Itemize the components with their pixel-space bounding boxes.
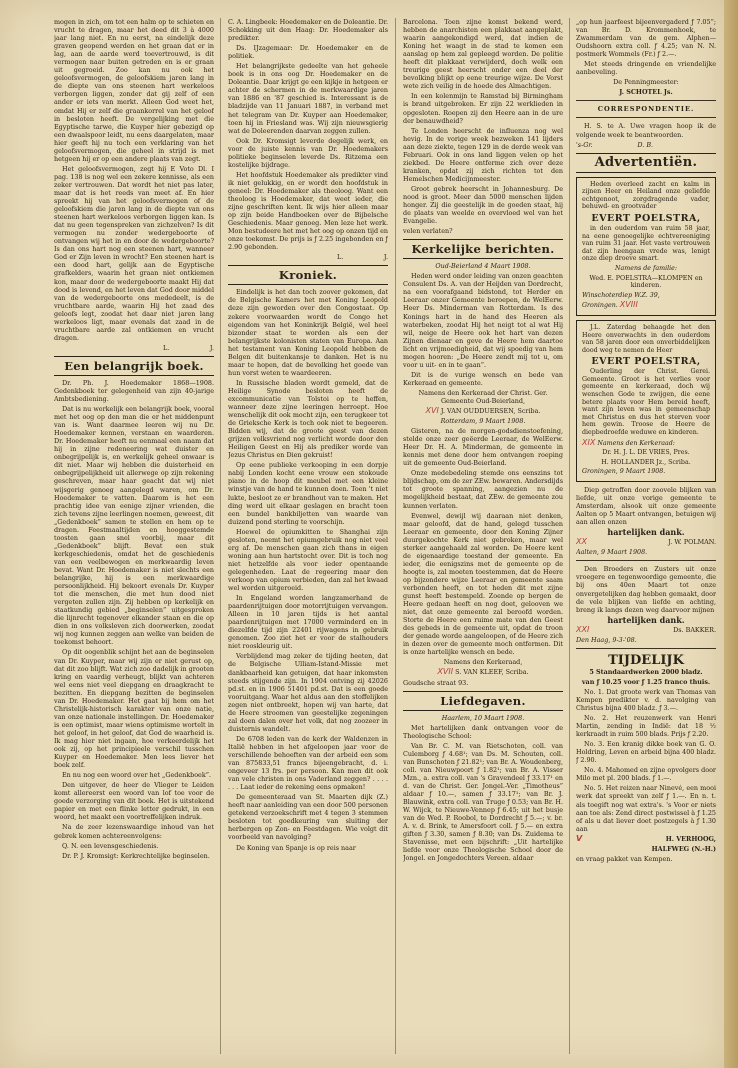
section-heading: CORRESPONDENTIE. — [597, 105, 695, 114]
ad-text: No. 3. Een kranig dikke boek van G. O. Holdring, Leven en arbeid bijna 400 bladz. ƒ 2.90. — [576, 740, 716, 765]
ad-text: HALFWEG (N.-H.) — [651, 844, 716, 853]
divider — [576, 117, 716, 118]
paragraph: Te Londen heerscht de influenza nog wel hevig. In de vorige week bezweken 141 lijders aan deze ziekte, tegen 129 in de derde week van Februari. Ook in ons land liggen velen op het ziekbed. De Heere ontferme zich over deze kranken, opdat zij zich richten tot den Hemelschen Medicijnmeester. — [403, 126, 563, 183]
thanks-sign — [576, 626, 716, 634]
signature — [403, 407, 563, 415]
thanks-place: Den Haag, 9-3-'08. — [576, 635, 637, 644]
column-4 — [576, 18, 716, 1056]
paragraph: Q. N. een levensgeschiedenis. — [62, 841, 159, 850]
thanks-ad: Den Broeders en Zusters uit onze vroegere en tegenwoordige gemeente, die bij ons 40en Maart tot onze onvergetelijken dag hebben gemaakt, door de vele blijken van liefde en achting, breng ik langs dezen weg daarvoor mijnen — [576, 565, 716, 614]
paragraph: Heden werd onder leiding van onzen geachten Consulent Ds. A. van der Heijden van Dordrecht, na een voorafgaand bidstond, tot Herder en Leeraar onzer Gemeente beroepen, de WelEerw. Heer Ds. Minderman van Rotterdam. Is des Konings hart in de hand des Heeren als waterbeken, zoodat Hij het neigt tot al wat Hij wil, neige de Heere ook het hart van dezen Zijnen dienaar en geve de Heere hem daartoe licht en vrijmoedigheid, dat wij spoedig van hem mogen hooren: „De Heere zendt mij tot u, om voor u uit- en in te gaan”. — [403, 272, 563, 369]
section-heading: Advertentiën. — [576, 153, 716, 173]
paragraph: Ds. IJzagemaar: Dr. Hoedemaker en de politiek. — [228, 44, 388, 61]
paragraph: En nu nog een woord over het „Gedenkboek”. — [62, 771, 211, 780]
paragraph: Dat is nu werkelijk een belangrijk boek, vooral met het oog op den man die er het middenpunt van is. Want daarmee leeren wij nu Dr. Hoedemaker kennen, verstaan en waarderen. Dr. Hoedemaker heeft nu eenmaal een naam dat hij in zijne redeneering wat duister en onbegrijpelijk is, en werkelijk geheel onwaar is dit niet. Maar wij hebben die duisterheid en onbegrijpelijkheid uit allerwege op zijn rekening geschreven, maar haar geacht dat wij niet wijsgerig genoeg aangelegd waren, om Dr. Hoedemaker te vatten. Daarom is het een prachtig idee van eenige zijner vrienden, die zich tevens zijne leerlingen noemen, geweest, dit „Gedenkboek” samen te stellen en hem op te dragen. Feestmaaltijden en hooggestemde toosten gaan snel voorbij, maar dit „Gedenkboek” blijft. Bevat een stuk kerkgeschiedenis, omdat het de geschiedenis van een veelbewogen en merkwaardig leven bevat. Want Dr. Hoedemaker is niet slechts een belangrijke, hij is een merkwaardige persoonlijkheid. Hij bekoort evenals Dr. Kuyper tot die menschen, die met hun dood niet vergeten zullen zijn. Zij hebben op kerkelijk en staatkundig gebied „beginselen” uitgesproken die lijnrecht tegenover elkander staan en die op dien in ons volksleven zich doorwerken, zoodat wij nog kunnen zeggen aan welke van beiden de toekomst behoort. — [54, 405, 214, 647]
dateline: Rotterdam, 9 Maart 1908. — [440, 417, 526, 426]
paragraph: mogen in zich, om tot een halm op te schieten en vrucht te dragen, maar het deed dit 3 à 4000 jaar lang niet. En nu eerst, na eindelijk deze graven geopend werden en het graan dat er in lag, aan de aarde werd toevertrouwd, is dit vermogen naar buiten getreden en is er graan uit gegroeid. Zoo kan nu ook het geloofsvermogen, de geloofskiem jaren lang in de diepte van ons steenen hart werkeloos verborgen liggen, zonder dat gij zelf of een ander er iets van merkt. Alleen God weet het, omdat Hij er zelf die graankorrel van het geloof in besloten heeft. De vergelijking met die Egyptische tarwe, die Kuyper hier gebezigd op een dwaalspoor leidt, nu eens daargelaten, maar hier geeft hij nu toch een verklaring van het geloofsvermogen, die geheel in strijd is met hetgeen hij er op een andere plaats van zegt. — [54, 18, 214, 163]
paragraph: In een kolenmijn te Ramstad bij Birmingham is brand uitgebroken. Er zijn 22 werklieden in opgesloten. Roepen zij den Heere aan in de ure der benauwdheid? — [403, 92, 563, 125]
divider — [576, 560, 716, 561]
ad-text: in den ouderdom van ruim 58 jaar, na eene genoegelijke echtvereeniging van ruim 31 jaar. Het vaste vertrouwen dat zijn heengaan vrede was, lenigt onze diep droeve smart. — [582, 224, 710, 263]
signature: L. J. — [337, 253, 388, 262]
column-2 — [228, 18, 388, 1056]
signature: J. SCHOTEL Js. — [619, 88, 673, 97]
ad-text — [582, 301, 710, 310]
thanks-heading: hartelijken dank. — [607, 614, 685, 625]
paragraph: Met hartelijken dank ontvangen voor de Theologische School: — [403, 723, 563, 740]
paragraph: Dit is de vurige wensch en bede van Kerkeraad en gemeente. — [403, 370, 563, 387]
handwritten-annotation: XVI — [425, 406, 439, 416]
paragraph: Met steeds dringende en vriendelijke aanbeveling. — [576, 60, 716, 77]
ad-text: Heden overleed zacht en kalm in zijnen Heer en Heiland onze geliefde echtgenoot, zorgdragende vader, behuwd- en grootvader — [582, 180, 710, 211]
paragraph: Dr. P. J. Kromsigt: Kerkrechtelijke beginselen. — [62, 851, 210, 860]
paragraph: H. S. te A. Uwe vragen hoop ik de volgende week te beantwoorden. — [576, 122, 716, 139]
ad-subtitle: 5 Standaardwerken 2000 bladz. — [589, 667, 703, 676]
paragraph: Hoewel de opiumkitten te Shanghai zijn gesloten, neemt het opiumgebruik nog niet veel erg af. De menschen gaan zich thans in eigen woning aan hun hartstocht over. Dit is toch nog niet hetzelfde als voor ieder opentaande gelegenheden. Laat de regeering maar den verkoop van opium verbieden, dan zal het kwaad wel worden uitgeroeid. — [228, 527, 388, 593]
page-edge — [724, 0, 738, 1068]
ad-title: TIJDELIJK — [608, 652, 684, 668]
ad-text: No. 1. Dat groote werk van Thomas van Kempen predikter v. d. navolging van Christus bijna 400 bladz. ƒ 3.—. — [576, 687, 716, 712]
ad-subtitle: van ƒ 10.25 voor ƒ 1.25 franco thuis. — [581, 677, 711, 686]
ad-place: Groningen. — [582, 302, 618, 310]
handwritten-annotation: XVII — [437, 667, 454, 677]
ad-text: Dr. H. J. L. DE VRIES, Pres. — [602, 449, 690, 457]
ad-text: Ouderling der Christ. Gerei. Gemeente. Groot is het verlies voor gemeente en kerkeraad, doch wij wenschen Gode te zwijgen, die eene betere plaats voor Hem bereid heeft, want zijn leven was in gemeenschap met Christus en dus het sterven voor hem gewin. Troose de Heere de diepbedroefde weduwe en kinderen. — [582, 368, 710, 437]
section-heading: Kerkelijke berichten. — [403, 239, 563, 259]
ad-text: No. 4. Mahomed en zijne opvolgers door Milo met pl. 200 blads. ƒ 1.—. — [576, 766, 716, 783]
paragraph: Den uitgever, de heer de Vlieger te Leiden komt allereerst een woord van lof toe voor de goede verzorging van dit boek. Het is uitstekend papier en met een flinke letter gedrukt, in een woord, het maakt een voortreffelijken indruk. — [54, 781, 214, 822]
paragraph: Op dit oogenblik schijnt het aan de beginselen van Dr. Kuyper, maar wij zijn er niet gerust op, dat dit zoo blijft. Wat zich zoo dadelijk in grooten kring en vaardig verheugt, blijkt van achteren wel eens niet veel diepgang en draagkracht te bezitten. En diepgang bezitten de beginselen van Dr. Hoedemaker. Het gaat bij hem om het Christelijk-historisch karakter van onze natie, van onze nationale instellingen. Dr. Hoedemaker is een optimist, maar wiens optimisme wortelt in het geloof, in het geloof, dat God de waarheid is. Ik mag hier niet ingaan, hoe verkeerdelijk het ook zij, op het principieele verschil tusschen Kuyper en Hoedemaker. Men lees liever het boek zelf. — [54, 648, 214, 770]
divider — [576, 648, 716, 649]
ad-text: No. 5. Het reizen naar Ninevé, een mooi werk dat spreekt van zelf ƒ 1.—. En n. t. als toegift nog wat extra's. 's Voor er niets aan toe als: Zend direct postwissel à ƒ 1.25 of als u dat liever doet postzegels à ƒ 1.30 aan — [576, 784, 716, 833]
signature: L. J. — [163, 343, 214, 352]
paragraph: In Engeland worden langzamerhand de paardenrijtuigen door motorrijtuigen vervangen. Alleen in 10 jaren tijds is het aantal paardenrijtuigen met 17000 verminderd en in diezelfde tijd zijn 22401 rijwagens in gebruik genomen. Zoo ziet het er voor de stalhouders niet rooskleurig uit. — [228, 594, 388, 651]
ad-text — [576, 835, 716, 843]
ad-text: H. HOLLANDER Jz., Scriba. — [601, 458, 691, 466]
paragraph: „op hun jaarfeest bijeenvergaderd ƒ 7.05”; van Br. D. Krommenhoek, te Zwammerdam van de gem. Alphen—Oudshoorn extra coll. ƒ 4.25; van N. N. postmerk Wommels (Fr.) ƒ 2.—. — [576, 18, 716, 59]
thanks-place: Aalten, 9 Maart 1908. — [576, 548, 648, 557]
paragraph: Eindelijk is het dan toch zoover gekomen, dat de Belgische Kamers het met Koning Leopold deze zijn geworden over den Congostaat. Op zekere voorwaarden wordt de Congo het eigendom van het Koninkrijk België, wel heel bizonder staat te worden als een der belangrijkste kolonisten staten van Europa. Aan het testament van Koning Leopold hebben de Belgen dit buitenkansje te danken. Het is nu maar te hopen, dat de bevolking het goede van hun vorst weten te waardeeren. — [228, 288, 388, 377]
section-heading: Liefdegaven. — [403, 691, 563, 711]
handwritten-annotation: V — [576, 833, 583, 843]
paragraph: Namens den Kerkeraad, — [443, 658, 523, 667]
paragraph: De Penningmeester: — [613, 78, 679, 87]
paragraph: Na de zeer lezenswaardige inhoud van het gebrek komen achtereenvolgens: — [54, 823, 214, 840]
column-rule — [569, 18, 570, 1054]
paragraph: Dr. Ph. J. Hoedemaker 1868—1908. Gedenkboek ter gelegenheid van zijn 40-jarige Ambtsbediening. — [54, 378, 214, 404]
paragraph: De gemeenteraad van St. Maarten dijk (Z.) heeft naar aanleiding van een door 500 personen getekend verzoekschrift met 4 tegen 3 stemmen besloten tot goedkeuring van sluiting der herbergen op Zon- en Feestdagen. Wie volgt dit voorbeeld van navolging? — [228, 793, 388, 842]
signature — [403, 668, 563, 676]
paragraph: Op eene publieke verkooping in een dorpje nabij Londen kocht eene vrouw een stokoude piano in de hoop dit meubel met een kleine winstje van de hand te kunnen doen. Toen 't niet lukte, besloot ze er brandhout van te maken. Het ding werd uit elkaar geslagen en bracht toen een bundel bankbiljetten van waarde van duizend pond sterling te voorschijn. — [228, 461, 388, 526]
ad-text: Wed. E. POELSTRA—KLOMPEN en kinderen. — [589, 274, 703, 290]
dateline: Haarlem, 10 Maart 1908. — [441, 713, 525, 722]
handwritten-annotation: XIX — [582, 437, 596, 447]
thanks-heading: hartelijken dank. — [607, 527, 685, 538]
handwritten-annotation: XXI — [576, 624, 590, 634]
paragraph: Het geloofsvermogen, zegt hij E Voto Dl. I pag. 138 is nog wel een zekere kennisse, als een zeker vertrouwen. Dat wordt het niet pas later, maar dat is het reeds van meet af. En hier spreekt hij van het geloofsvermogen of de geloofskiem die jaren lang in de diepte van ons steenen hart werkeloos verborgen liggen kan. Is dat nu geen tegenspreken van zichzelven? Is dit vermogen nu zonder wedergeboorte of ontvangen wij het in en door de wedergeboorte? Is dan ons hart nog een steenen hart, wanneer God er Zijn leven in wrocht? Een steenen hart is een dood hart, gelijk aan de Egyptische grafkelders, waarin het graan niet ontkiemen kon, maar door de wedergeboorte maakt Hij dat dood is levend, en het leven dat God door middel van de wedergeboorte ons mededeelt, is de vruchtbare aarde, waarin Hij het zaad des geloofs legt, zoodat het daar niet jaren lang werkeloos ligt, maar evenals dat zaad in de vruchtbare aarde zal ontkiemen en vrucht dragen. — [54, 164, 214, 342]
ad-text: Namens de familie: — [615, 264, 677, 272]
ad-name: EVERT POELSTRA, — [591, 212, 701, 224]
ad-text: Groningen, 9 Maart 1908. — [582, 468, 666, 476]
signature-text: S. VAN KLEEF, Scriba. — [455, 668, 529, 677]
address: Goudsche straat 93. — [403, 678, 469, 687]
column-rule — [220, 18, 221, 1054]
paragraph: Barcelona. Toen zijne komst bekend werd, hebben de anarchisten een plakkaat aangeplakt, waarin aangekondigd werd, dat indien de Koning het waagt in de stad te komen een aanslag op hem zal gepleegd worden. De politie heeft dit plakkaat verwijderd, doch welk een treurige geest heerscht onder een deel der bevolking blijkt op eene treurige wijze. De Vorst wete zich veilig in de hoede des Almachtigen. — [403, 18, 563, 91]
paragraph: C. A. Lingbeek: Hoedemaker en de Doleantie. Dr. Schokking uit den Haag: Dr. Hoedemaker als predikter. — [228, 18, 388, 43]
paragraph: velen verlaten? — [403, 227, 453, 236]
thanks-ad: Diep getroffen door zoovele blijken van liefde, uit onze vorige gemeente te Amsterdam, alsook uit onze gemeente Aalten op 5 Maart ontvangen, betuigen wij aan allen onzen — [576, 486, 716, 527]
handwritten-annotation: XVIII — [619, 300, 638, 310]
section-heading: Kroniek. — [228, 265, 388, 285]
signature-text: Ds. BAKKER. — [673, 625, 716, 634]
paragraph: 's-Gr. D. B. — [576, 140, 654, 149]
paragraph: Ook Dr. Kromsigt leverde degelijk werk, en voor de juiste kennis van Dr. Hoedemakers politieke beginselen leverde Ds. Ritzema een kostelijke bijdrage. — [228, 136, 388, 169]
ad-text: Winschoterdiep W.Z. 39, — [582, 291, 660, 299]
column-rule — [395, 18, 396, 1054]
paragraph: Het belangrijkste gedeelte van het geheele boek is in ons oog Dr. Hoedemaker en de Doleantie. Daar krijgt ge een kijkje in hetgeen er achter de schermen in de merkwaardige jaren van 1886 en '87 geschied is. Interessant is de bladzijde van 11 Januari 1887, in verband met het telegram van Dr. Kuyper aan Hoedemaker, toen hij in Friesland was. Wij zijn nieuwsgierig wat de Doleerenden daarvan zeggen zullen. — [228, 62, 388, 135]
paragraph: Het hoofdstuk Hoedemaker als predikter vind ik niet gelukkig, en er wordt den hoofdstuk in geneel: Dr. Hoedemaker als theoloog. Want een theoloog is Hoedemaker, dat weet ieder, die zijne geschriften kent. Ik wijs hier alleen maar op zijn beide Handboeken over de Bijbelsche Geschiedenis. Maar genoeg. Men leze het werk. Mon bestudeere het met het oog op onzen tijd en onze toekomst. De prijs is ƒ 2.25 ingebonden en ƒ 2.90 gebonden. — [228, 170, 388, 252]
article-heading: Een belangrijk boek. — [54, 356, 214, 376]
ad-text: No. 2. Het reuzenwerk van Henri Martin, zending in Indië: dat 18 ½ kerkraadt in ruim 500 blads. Prijs ƒ 2.20. — [576, 714, 716, 739]
thanks-sign — [576, 538, 716, 546]
ad-text — [582, 439, 710, 448]
ad-name: EVERT POELSTRA, — [591, 356, 701, 368]
paragraph: Groot gebrek heerscht in Johannesburg. De nood is groot. Meer dan 5000 menschen lijden honger. Zij die geestelijk in de goeden staat, hij de plaats van weelde en overvloed wel van het Evangelie. — [403, 184, 563, 226]
ad-text: en vraag pakket van Kempen. — [576, 854, 673, 863]
obituary-ad — [576, 177, 716, 316]
dateline: Oud-Beierland 4 Maart 1908. — [435, 262, 531, 271]
paragraph: De 6708 leden van de kerk der Waldenzen in Italië hebben in het afgeloopen jaar voor de verschillende behoeften van der arbeid een som van 875833,51 francs bijeengebracht, d. i. ongeveer 13 frs. per persoon. Kan men dit ook van vele christen in ons Vaderland zeggen? . . . . . . . Laat ieder de rekening eens opmaken! — [228, 734, 388, 792]
column-1 — [54, 18, 214, 1056]
paragraph: Evenwel, dewijl wij daaraan niet denken, maar geloofd, dat de hand, gelegd tusschen Leeraar en gemeente, door den Koning Zijner duurgekochte Kerk niet gebroken, maar wel sterker aangehaald zal worden. De Heere kent de eigenaardige toestand der gemeente. En ieder, die eenigszins met de gemeente op de hoogte is, zal moeten toestemmen, dat de Heere op bijzondere wijze Leeraar en gemeente saam verbonden heeft, en tot heden dit met zijne gunst heeft bestempeld. Zoende op bergen de Heere gedaan heeft en nog doet, gelooven we niet, dat onze gemeente zal beroofd worden. Storte de Heere een ruime mate van den Geest des gebeds in de gemeente uit, opdat de troon der genade worde aangeloopen, of de Heere zich in dezen over de gemeente moch ontfermen. Dit is onze hartelijke wensch en bede. — [403, 511, 563, 657]
ad-name: H. VERHOOG, — [665, 834, 716, 843]
signature-text: J. W. POLMAN. — [668, 538, 716, 547]
signature-text: J. VAN OUDDUERSEN, Scriba. — [440, 407, 541, 416]
paragraph: Gisteren, na de morgen-godsdienstoefening, stelde onze zeer geëerde Leeraar, de WelEerw. Heer Dr. H. A. Minderman, de gemeente in kennis met dene door hem ontvangen roeping uit de gemeente Oud-Beierland. — [403, 427, 563, 468]
handwritten-annotation: XX — [576, 537, 587, 547]
paragraph: Namens den Kerkeraad der Christ. Ger. Gemeente Oud-Beierland, — [418, 388, 548, 405]
divider — [576, 100, 716, 101]
paragraph: Verblijdend mag zeker de tijding heeten, dat de Belgische Ulliam-Istand-Missie met dankbaarheid kan getuigen, dat haar inkomsten steeds stijgende zijn. In 1904 ontving zij 42026 pd.st. en in 1906 51401 pd.st. Dat is een goede vooruitgang. Waar het aldus aan den stoffelijken zegen niet ontbreekt, hopen wij van harte, dat de Heere stroomen van geestelijke zegeningen zal doen dalen over het volk, dat nog zoozeer in duisternis wandelt. — [228, 652, 388, 733]
obituary-ad — [576, 320, 716, 482]
paragraph: De Koning van Spanje is op reis naar — [236, 843, 356, 852]
paragraph: Van Br. C. M. van Rietschoten, coll. van Culemborg ƒ 4.68¹; van Ds. M. Schouten, coll. van Bunschoten ƒ 21.82¹; van Br. A. Woudenberg, coll. van Nieuwpoort ƒ 1.82¹; van Br. A. Visser Mzn., a. extra coll. van 's Gravendeel ƒ 33.17¹ en d. van de Christ. Ger. Jongel.-Ver. „Timotheus” aldaar ƒ 10.—, samen ƒ 33.17¹; van Br. J. Blauwink, extra coll. van Truge ƒ 0.53; van Br. H. W. Wijck, te Nieuwe-Vennep ƒ 6.45; uit het busje van de Wed. P. Roobol, te Dordrecht ƒ 5.—; v. br. A. v. d. Brink, te Amersfoort coll. ƒ 5.— en extra giften ƒ 3.30, samen ƒ 8.30; van Ds. Zuidema te Stavenisse, met een bijschrift: „Uit hartelijke liefde voor onze Theologische School door de Jongel. en Jongedochters Vereen. aldaar — [403, 741, 563, 863]
column-3 — [403, 18, 563, 1056]
paragraph: In Russische bladen wordt gemeld, dat de Heilige Synode besloten heeft de excommunicatie van Tolstoi op te heffen, wanneer deze zijne leeringen herroept. Hoe wenschelijk dit ook mocht zijn, een terugkeer tot de Grieksche Kerk is toch ook niet te begeeren. Bidden wij, dat de groote geest van dezen grijzen volksvriend nog verlicht worde door den Heiligen Geest en Hij als prediker worde van Jezus Christus en Dien gekruist! — [228, 378, 388, 460]
paragraph: Onze medebedeling stemde ons eenszins tot blijdschap, om de zer ZEw. bewaren. Andersdijds tot groote spanning, aangezien nu de mogelijkheid bestaat, dat ZEw. de gemeente zou kunnen verlaten. — [403, 469, 563, 510]
ad-text: J.L. Zaterdag behaagde het den Heere onverwachts in den ouderdom van 58 jaren door een onverbiddelijken dood weg te nemen de Heer — [582, 323, 710, 354]
ad-text-span: Namens den Kerkeraad: — [597, 439, 675, 447]
